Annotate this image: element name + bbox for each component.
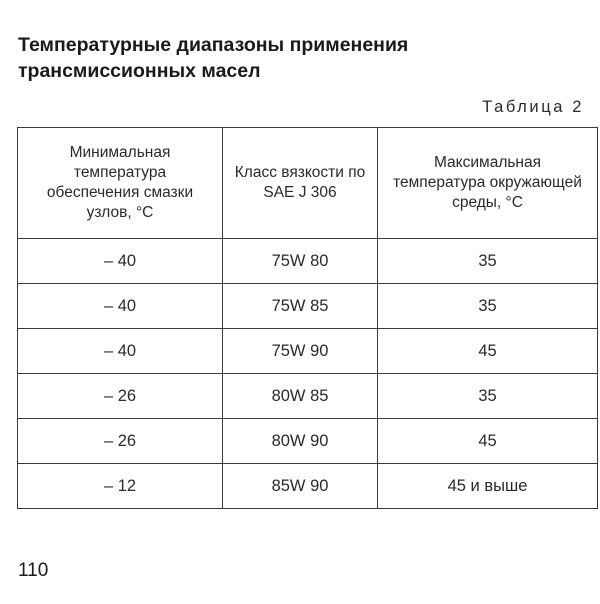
table-row [18,374,598,419]
table-row [18,419,598,464]
table-row [18,329,598,374]
cell-viscosity-class: 75W 80 [223,239,378,284]
section-heading-line-1: Температурные диапазоны применения [18,34,409,56]
table-header [18,128,598,239]
section-heading-line-2: трансмиссионных масел [18,60,261,82]
cell-viscosity-class: 80W 90 [223,419,378,464]
table-row [18,284,598,329]
cell-max-temperature: 45 [378,419,598,464]
cell-max-temperature: 35 [378,239,598,284]
header-viscosity-class: Класс вязкости по SAE J 306 [223,128,378,239]
cell-max-temperature: 35 [378,284,598,329]
table-header-row [18,128,598,239]
cell-max-temperature: 35 [378,374,598,419]
cell-min-temperature: – 40 [18,329,223,374]
cell-min-temperature: – 40 [18,239,223,284]
header-max-temperature: Максимальная температура окружающей среды, °С [378,128,598,239]
cell-max-temperature: 45 и выше [378,464,598,509]
table-row [18,239,598,284]
page-number: 110 [18,560,49,581]
section-heading [18,32,578,84]
table-body [18,239,598,509]
cell-viscosity-class: 75W 85 [223,284,378,329]
cell-min-temperature: – 26 [18,419,223,464]
table-row [18,464,598,509]
cell-viscosity-class: 75W 90 [223,329,378,374]
cell-viscosity-class: 80W 85 [223,374,378,419]
table-caption: Таблица 2 [482,98,584,116]
cell-min-temperature: – 40 [18,284,223,329]
cell-min-temperature: – 12 [18,464,223,509]
cell-max-temperature: 45 [378,329,598,374]
cell-viscosity-class: 85W 90 [223,464,378,509]
oil-temperature-table [17,127,598,509]
header-min-temperature: Минимальная температура обеспечения смазки узлов, °С [18,128,223,239]
cell-min-temperature: – 26 [18,374,223,419]
